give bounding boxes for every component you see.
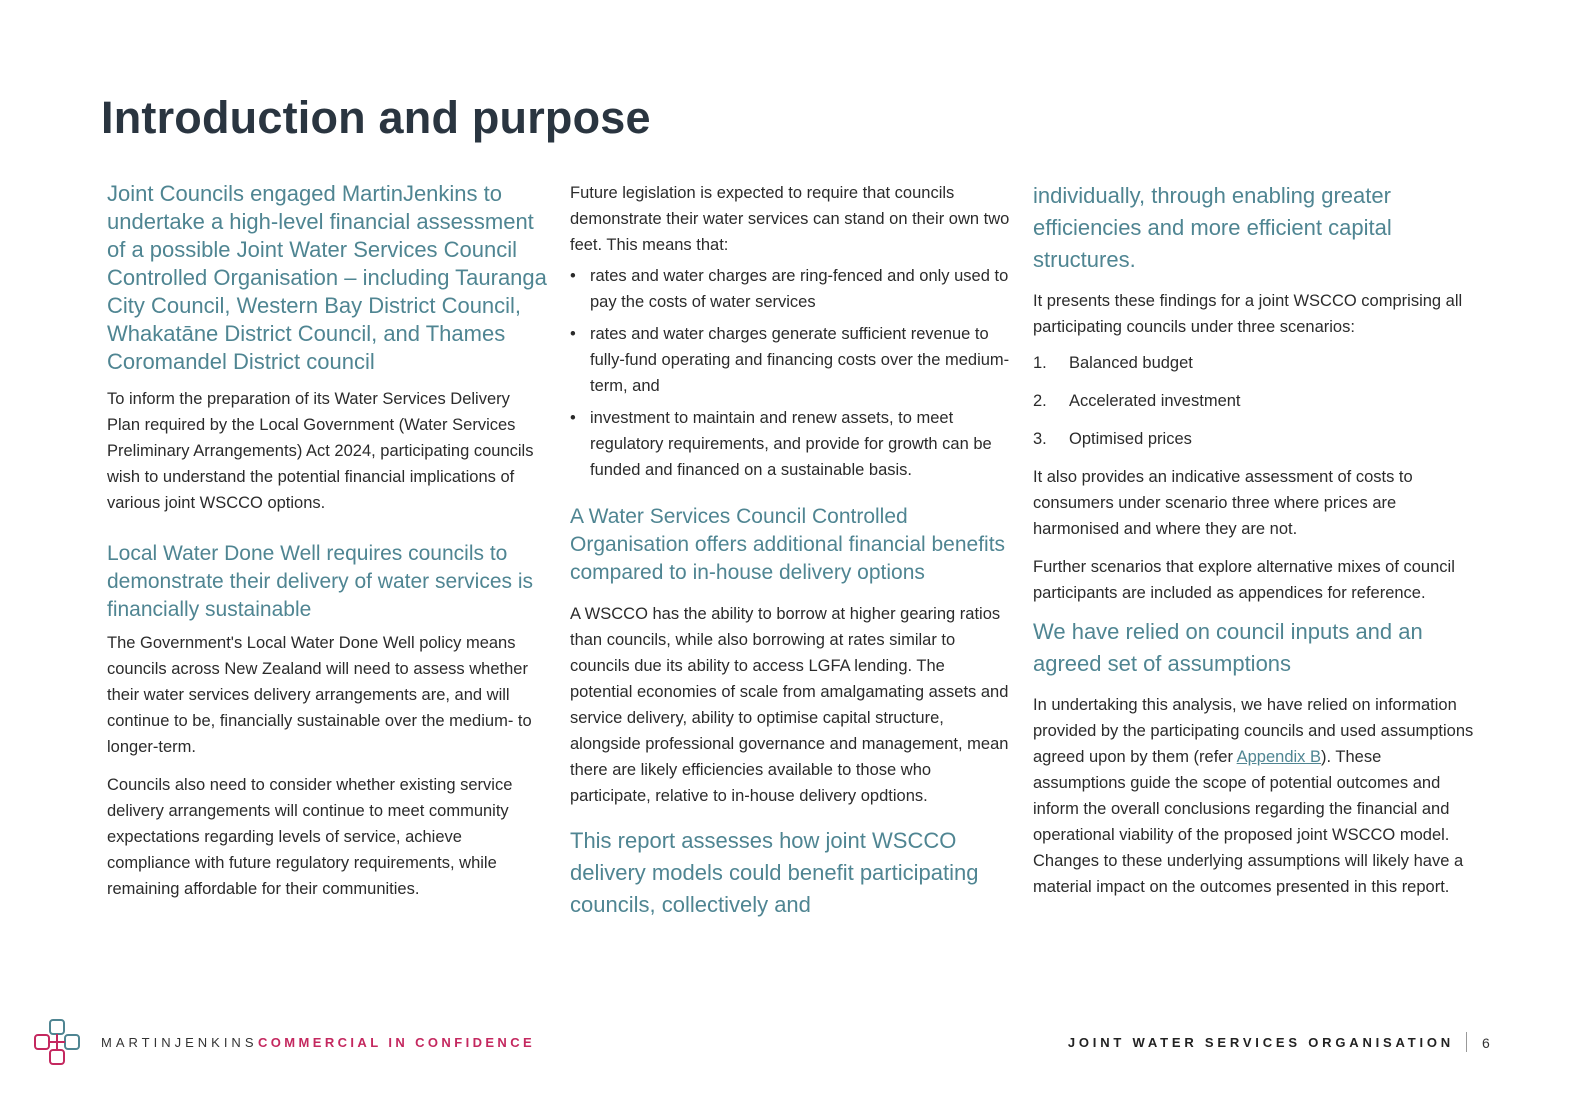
requirements-list	[570, 263, 1010, 483]
councils-paragraph: Councils also need to consider whether existing service delivery arrangements will continue to meet community expectations regarding levels of service, achieve compliance with future regulatory requirements, while remaining affordable for their communities.	[107, 776, 513, 898]
list-item: 2. Accelerated investment	[1033, 392, 1241, 410]
list-item: • rates and water charges are ring-fenced and only used to pay the costs of water services	[570, 263, 1010, 315]
list-item: • rates and water charges generate sufficient revenue to fully-fund operating and financing costs over the medium-term, and	[570, 321, 1010, 399]
page-title: Introduction and purpose	[101, 92, 651, 143]
martinjenkins-logo-icon	[33, 1018, 81, 1066]
footer-document-title: JOINT WATER SERVICES ORGANISATION	[1067, 1035, 1454, 1050]
intro-paragraph: To inform the preparation of its Water Services Delivery Plan required by the Local Government (Water Services Preliminary Arrangements) Act 2024, participating councils wish to understand the potential financial implications of various joint WSCCO options.	[107, 390, 534, 512]
column-1	[107, 180, 547, 902]
lead-paragraph: Joint Councils engaged MartinJenkins to undertake a high-level financial assessment of a possible Joint Water Services Council Controlled Organisation – including Tauranga City Council, Western Bay District Council, Whakatāne District Council, and Thames Coromandel District council	[107, 181, 547, 374]
list-item: • investment to maintain and renew assets, to meet regulatory requirements, and provide for growth can be funded and financed on a sustainable basis.	[570, 405, 1010, 483]
bullet-icon: •	[570, 409, 576, 427]
section-heading-assumptions: We have relied on council inputs and an agreed set of assumptions	[1033, 619, 1423, 676]
assumptions-paragraph: In undertaking this analysis, we have relied on information provided by the participating councils and used assumptions agreed upon by them (refer Appendix B). These assumptions guide the scope of potential outcomes and inform the overall conclusions regarding the financial and operational viability of the proposed joint WSCCO model. Changes to these underlying assumptions will likely have a material impact on the outcomes presented in this report.	[1033, 696, 1474, 896]
bullet-icon: •	[570, 267, 576, 285]
footer-divider	[1466, 1032, 1467, 1052]
section-heading-wscco: A Water Services Council Controlled Organisation offers additional financial benefits compared to in-house delivery options	[570, 505, 1006, 584]
footer-brand: MARTINJENKINS	[101, 1035, 258, 1050]
list-item: 3. Optimised prices	[1033, 430, 1192, 448]
further-scenarios-paragraph: Further scenarios that explore alternative mixes of council participants are included as appendices for reference.	[1033, 558, 1455, 602]
scenario-list	[1033, 350, 1478, 452]
policy-paragraph: The Government's Local Water Done Well policy means councils across New Zealand will need to assess whether their water services delivery arrangements are, and will continue to be, financially sustainable over the medium- to longer-term.	[107, 634, 532, 756]
costs-paragraph: It also provides an indicative assessment of costs to consumers under scenario three where prices are harmonised and where they are not.	[1033, 468, 1413, 538]
page-number: 6	[1482, 1035, 1490, 1051]
appendix-b-link[interactable]: Appendix B	[1236, 748, 1322, 766]
report-lead-continued: individually, through enabling greater efficiencies and more efficient capital structures.	[1033, 183, 1392, 272]
column-3	[1033, 180, 1478, 900]
section-heading-local-water: Local Water Done Well requires councils to demonstrate their delivery of water services is financially sustainable	[107, 542, 533, 621]
legislation-paragraph: Future legislation is expected to require that councils demonstrate their water services can stand on their own two feet. This means that:	[570, 184, 1010, 254]
list-item: 1. Balanced budget	[1033, 354, 1193, 372]
column-2	[570, 180, 1010, 921]
wscco-paragraph: A WSCCO has the ability to borrow at higher gearing ratios than councils, while also borrowing at rates similar to councils due its ability to access LGFA lending. The potential economies of scale from amalgamating assets and service delivery, ability to optimise capital structure, alongside professional governance and management, mean there are likely efficiencies available to those who participate, relative to in-house delivery opdtions.	[570, 605, 1009, 805]
footer-confidential-label: COMMERCIAL IN CONFIDENCE	[258, 1035, 536, 1050]
report-lead-paragraph: This report assesses how joint WSCCO delivery models could benefit participating councils, collectively and	[570, 828, 979, 917]
findings-paragraph: It presents these findings for a joint WSCCO comprising all participating councils under three scenarios:	[1033, 292, 1463, 336]
bullet-icon: •	[570, 325, 576, 343]
